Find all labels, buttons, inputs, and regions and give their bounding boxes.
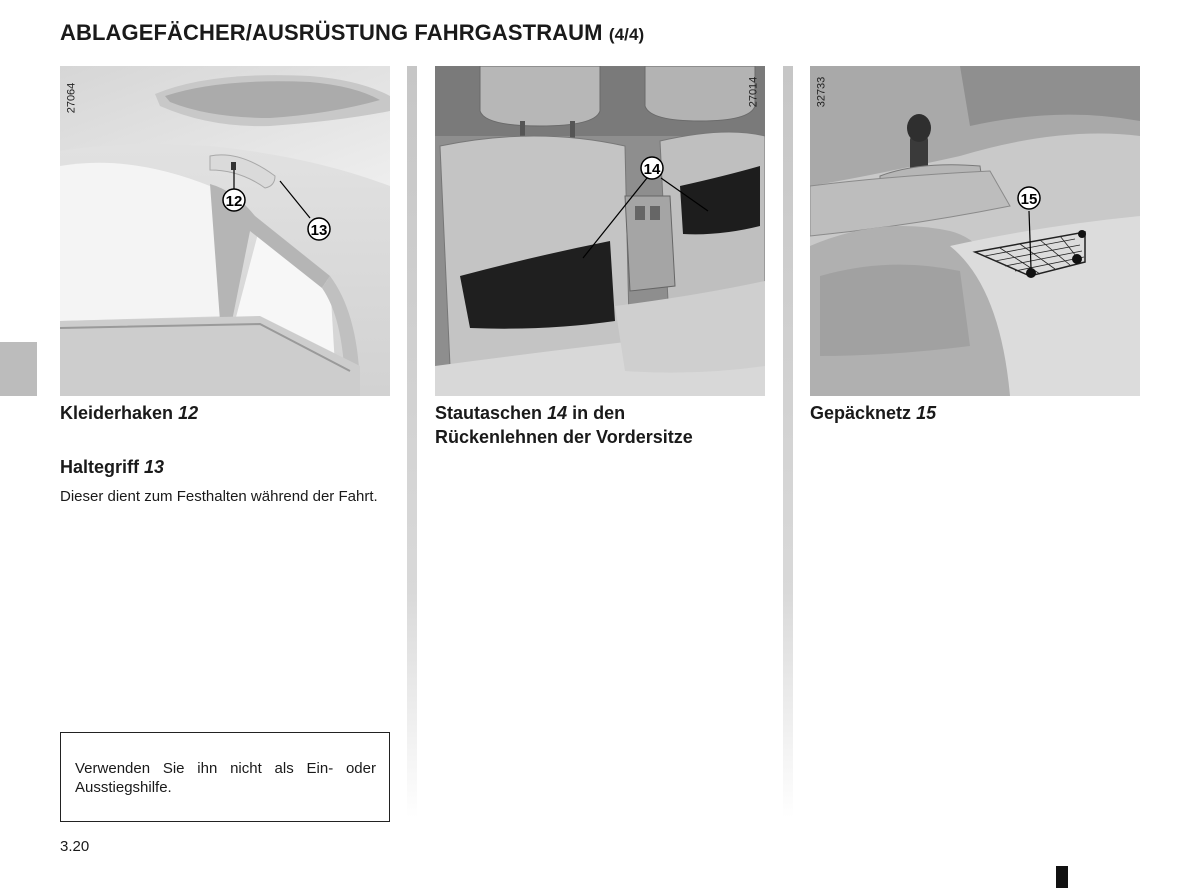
caption-coat-hook-text: Kleiderhaken (60, 403, 174, 423)
callouts-photo-1 (60, 66, 390, 396)
page-title (60, 20, 644, 46)
column-divider-2 (783, 66, 793, 818)
subheading-grab-handle-num: 13 (144, 457, 165, 477)
column-divider-1 (407, 66, 417, 818)
caption-coat-hook (60, 401, 198, 425)
callout-15 (1018, 187, 1040, 209)
callout-13 (308, 218, 330, 240)
page-title-part: (4/4) (608, 25, 645, 44)
page-number: 3.20 (60, 838, 90, 855)
caption-seat-pockets-rest2: Rückenlehnen der Vordersitze (435, 427, 693, 447)
callouts-photo-3 (810, 66, 1140, 396)
caption-seat-pockets (435, 401, 775, 449)
callout-12 (223, 189, 245, 211)
caption-seat-pockets-rest1: in den (572, 403, 626, 423)
image-ref-3: 32733 (815, 76, 828, 108)
grab-handle-description: Dieser dient zum Festhalten während der Fahrt. (60, 488, 378, 505)
svg-text:12: 12 (225, 193, 243, 210)
svg-text:13: 13 (310, 222, 328, 239)
subheading-grab-handle (60, 455, 164, 479)
caption-seat-pockets-num: 14 (547, 403, 568, 423)
image-ref-1: 27064 (65, 82, 78, 114)
warning-box: Verwenden Sie ihn nicht als Ein- oder Ausstiegshilfe. (60, 732, 390, 822)
svg-text:15: 15 (1020, 191, 1038, 208)
caption-seat-pockets-text: Stautaschen (435, 403, 543, 423)
chapter-tab (0, 342, 37, 396)
callout-14 (641, 157, 663, 179)
page-title-text: ABLAGEFÄCHER/AUSRÜSTUNG FAHRGASTRAUM (60, 20, 603, 45)
image-ref-2: 27014 (747, 76, 760, 108)
callouts-photo-2 (435, 66, 765, 396)
caption-luggage-net (810, 401, 936, 425)
caption-luggage-net-text: Gepäcknetz (810, 403, 912, 423)
caption-luggage-net-num: 15 (916, 403, 937, 423)
corner-mark (1056, 866, 1068, 888)
caption-coat-hook-num: 12 (178, 403, 199, 423)
svg-text:14: 14 (643, 161, 661, 178)
subheading-grab-handle-text: Haltegriff (60, 457, 140, 477)
